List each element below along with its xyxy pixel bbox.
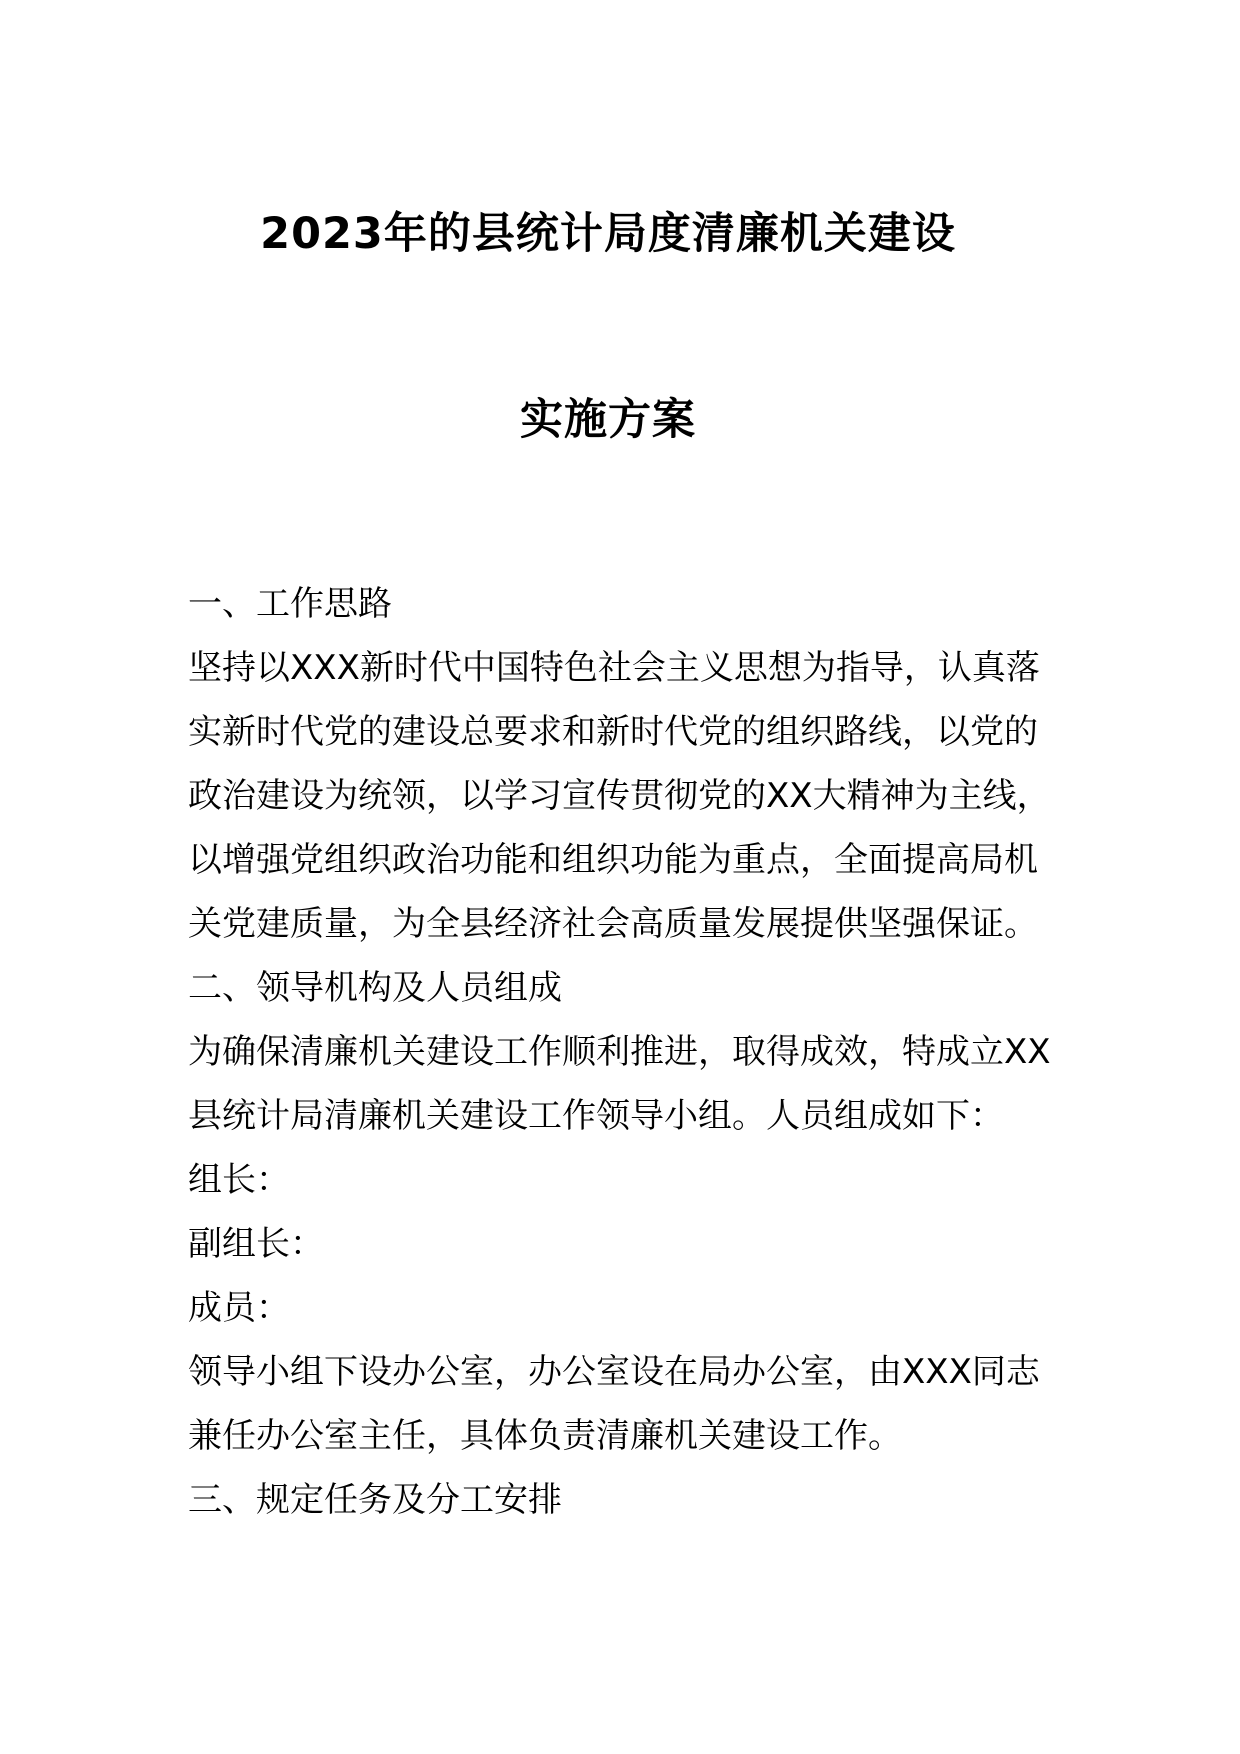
- paragraph-line: 领导小组下设办公室，办公室设在局办公室，由XXX同志: [188, 1352, 1040, 1392]
- paragraph-line: 为确保清廉机关建设工作顺利推进，取得成效，特成立XX: [188, 1032, 1051, 1072]
- section-heading-3: 三、规定任务及分工安排: [188, 1480, 562, 1520]
- paragraph-line: 政治建设为统领，以学习宣传贯彻党的XX大精神为主线，: [188, 776, 1051, 816]
- paragraph-line: 兼任办公室主任，具体负责清廉机关建设工作。: [188, 1416, 902, 1456]
- members-line: 成员：: [188, 1288, 290, 1328]
- paragraph-line: 县统计局清廉机关建设工作领导小组。人员组成如下：: [188, 1096, 1004, 1136]
- paragraph-line: 关党建质量，为全县经济社会高质量发展提供坚强保证。: [188, 904, 1038, 944]
- paragraph-line: 实新时代党的建设总要求和新时代党的组织路线，以党的: [188, 712, 1038, 752]
- document-subtitle: 实施方案: [520, 395, 696, 445]
- group-leader-line: 组长：: [188, 1160, 290, 1200]
- section-heading-2: 二、领导机构及人员组成: [188, 968, 562, 1008]
- section-heading-1: 一、工作思路: [188, 584, 392, 624]
- document-title: 2023年的县统计局度清廉机关建设: [260, 209, 956, 259]
- deputy-leader-line: 副组长：: [188, 1224, 324, 1264]
- paragraph-line: 坚持以XXX新时代中国特色社会主义思想为指导，认真落: [188, 648, 1040, 688]
- paragraph-line: 以增强党组织政治功能和组织功能为重点，全面提高局机: [188, 840, 1038, 880]
